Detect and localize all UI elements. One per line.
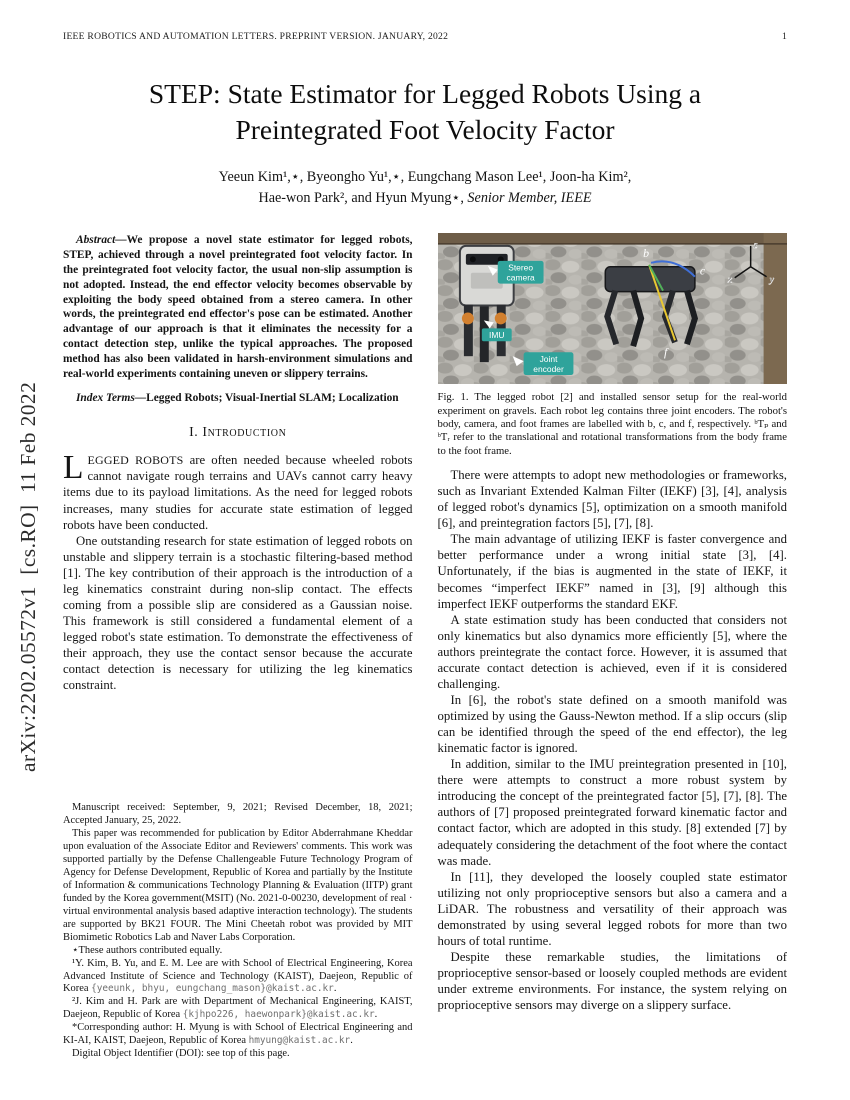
footnote-acknowledgment: This paper was recommended for publication by Editor Abderrahmane Kheddar upon evaluation of the Associate Editor and Reviewers' comments. This work was supported partially by the Defense Challengeable Future Technology Program of Agency for Defense Development, Republic of Korea and partially by the Institute of Information & communications Technology Planning & Evaluation (IITP) grant funded by the Korea government(MSIT) (No. 2021-0-00230, development of real · virtual environmental analysis based adaptive interaction technology). The students are supported by BK21 FOUR. The Mini Cheetah robot was provided by MIT Biomimetic Robotics Lab and Naver Labs Corporation. — [63, 828, 413, 943]
abstract — [63, 233, 413, 381]
journal-name: IEEE ROBOTICS AND AUTOMATION LETTERS. PREPRINT VERSION. JANUARY, 2022 — [63, 31, 449, 42]
stereo-camera-label-line1: Stereo — [507, 262, 533, 273]
knee-actuator — [494, 313, 506, 325]
robot-leg — [463, 305, 472, 357]
authors-line-2-names: Hae-won Park², and Hyun Myung⋆, — [258, 189, 468, 206]
arxiv-watermark: arXiv:2202.05572v1 [cs.RO] 11 Feb 2022 — [16, 381, 40, 772]
imu-label-text: IMU — [488, 330, 504, 340]
knee-actuator — [461, 313, 473, 325]
author-block — [63, 167, 787, 210]
frame-c-label: c — [699, 263, 705, 278]
paper-title: STEP: State Estimator for Legged Robots Using a Preintegrated Foot Velocity Factor — [148, 78, 702, 146]
figure-1 — [438, 233, 788, 458]
axis-x-label: x — [727, 274, 732, 286]
index-terms — [63, 391, 413, 406]
section-heading-introduction: I. Introduction — [189, 424, 287, 440]
index-terms-label: Index Terms— — [76, 392, 147, 405]
footnote-manuscript: Manuscript received: September, 9, 2021; Revised December, 18, 2021; Accepted January, 25, 2022. — [63, 802, 413, 827]
authors-line-1: Yeeun Kim¹,⋆, Byeongho Yu¹,⋆, Eungchang Mason Lee¹, Joon-ha Kim², — [218, 168, 632, 185]
paper-body — [63, 0, 787, 1061]
intro-paragraph-1-text: are often needed because wheeled robots cannot navigate rough terrains and UAVs cannot carry heavy items due to its payload limitations. As the need for legged robots increases, many studies for accurate state estimation of legged robots have been conducted. — [63, 453, 413, 532]
intro-paragraph-1 — [63, 449, 413, 532]
related-work-paragraph-6: In [11], they developed the loosely coupled state estimator utilizing not only proprioceptive sensors but also a camera and a LiDAR. The robustness and versatility of their approach was demonstrated by using several legged robots for more than two hours of total runtime. — [437, 869, 787, 948]
related-work-paragraph-5: In addition, similar to the IMU preintegration presented in [10], there were attempts to construct a more robust system by introducing the concept of the preintegrated factor [5], [7], [8]. The authors of [7] proposed preintegrated forward kinematic factor and contact factor, which are adopted in this study. [8] extended [7] by adequately considering the detachment of the foot where the contact was made. — [437, 757, 787, 868]
corresponding-author-text: *Corresponding author: H. Myung is with School of Electrical Engineering and KI-AI, KAIST, Daejeon, Republic of Korea — [63, 1022, 413, 1047]
corresponding-author-email: hmyung@kaist.ac.kr — [248, 1035, 351, 1047]
right-column — [438, 233, 788, 1061]
affiliation-2-period: . — [374, 1009, 378, 1021]
footnote-doi: Digital Object Identifier (DOI): see top of this page. — [72, 1048, 290, 1060]
axis-y-label: y — [769, 274, 774, 286]
index-terms-text: Legged Robots; Visual-Inertial SLAM; Localization — [146, 392, 399, 405]
lead-words: EGGED ROBOTS — [87, 453, 184, 468]
camera-lens-left — [469, 257, 475, 263]
stereo-camera-label-line2: camera — [506, 272, 535, 283]
abstract-label: Abstract— — [76, 234, 127, 247]
related-work-paragraph-4: In [6], the robot's state defined on a smooth manifold was optimized by using the Gauss-Newton method. If a slip occurs (slip can be identified through the speed of the end effector), the leg kinematic factor is ignored. — [437, 692, 787, 756]
footnote-affiliation-1 — [63, 958, 413, 997]
affiliation-1-text: ¹Y. Kim, B. Yu, and E. M. Lee are with School of Electrical Engineering, Korea Advanced Institute of Science and Technology (KAIST), Daejeon, Republic of Korea — [63, 957, 413, 995]
related-work-paragraph-7: Despite these remarkable studies, the limitations of proprioceptive sensor-based or loosely coupled methods are evident under extreme environments. For instance, the system relying on proprioceptive sensors may diverge on a slippery surface. — [437, 949, 787, 1013]
authors-line-2 — [63, 188, 787, 209]
frame-f-label: f — [663, 345, 667, 360]
left-column — [63, 233, 413, 1061]
two-column-layout — [63, 233, 787, 1061]
page-number: 1 — [781, 31, 787, 42]
footnote-corresponding-author — [63, 1022, 413, 1048]
affiliation-1-email: {yeeunk, bhyu, eungchang_mason}@kaist.ac.kr — [91, 983, 334, 995]
frame-b-label: b — [642, 246, 649, 261]
figure-1-photo — [438, 233, 788, 384]
wooden-box-top-edge — [438, 233, 788, 244]
footnote-affiliation-2 — [63, 996, 413, 1022]
corresponding-author-period: . — [350, 1035, 353, 1047]
affiliation-2-email: {kjhpo226, haewonpark}@kaist.ac.kr — [182, 1009, 375, 1021]
affiliation-1-period: . — [333, 983, 337, 995]
abstract-text: We propose a novel state estimator for legged robots, STEP, achieved through a novel preintegrated foot velocity factor. In the preintegrated foot velocity factor, the usual non-slip assumption is not adopted. Instead, the end effector velocity becomes observable by exploiting the body speed obtained from a stereo camera. In other words, the preintegrated end effector's pose can be estimated. Another advantage of our approach is that it eliminates the necessity for a contact detection step, unlike the typical approaches. The proposed method has also been validated in harsh-environment simulations and real-world experiments containing uneven or slippery terrains. — [63, 234, 413, 380]
related-work-paragraph-3: A state estimation study has been conducted that considers not only kinematics but also dynamics more efficiently [5], where the authors preintegrate the contact force. However, it is assumed that accurate contact detection is achieved, even if it is considered challenging. — [437, 612, 787, 691]
affiliation-2-text: ²J. Kim and H. Park are with Department of Mechanical Engineering, KAIST, Daejeon, Republic of Korea — [63, 996, 413, 1021]
related-work-paragraph-2: The main advantage of utilizing IEKF is faster convergence and better performance under a wrong initial state [3], [4]. Unfortunately, if the bias is augmented in the state of IEKF, it becomes “imperfect IEKF” named in [3], [9] although this imperfect IEKF outperforms the standard EKF. — [437, 532, 787, 611]
axis-z-label: z — [753, 240, 758, 252]
joint-encoder-label-line2: encoder — [532, 364, 564, 375]
intro-paragraph-2: One outstanding research for state estimation of legged robots on unstable and slippery terrain is a stochastic filtering-based method [1]. The key contribution of their approach is the introduction of a leg kinematics constraint during non-slip contact. The effects coming from a possible slip are considered as a Gaussian noise. This framework is still considered a fundamental element of a legged robot's state estimation. To demonstrate the effectiveness of their approach, they use the contact sensor because the accurate contact detection is necessary for utilizing the leg kinematics constraint. — [63, 533, 413, 693]
dropcap-letter: L — [63, 449, 84, 487]
figure-1-caption: Fig. 1. The legged robot [2] and installed sensor setup for the real-world experiment on gravels. Each robot leg contains three joint encoders. The robot's body, camera, and foot frames are labelled with b, c, and f, respectively. ᵇTₚ and ᵇTᵣ refer to the translational and rotational transformations from the body frame to the foot frame. — [437, 391, 787, 457]
footnote-equal-contribution: ⋆These authors contributed equally. — [72, 944, 223, 956]
related-work-paragraph-1: There were attempts to adopt new methodologies or frameworks, such as Invariant Extended Kalman Filter (IEKF) [3], [4], analysis of legged robot's dynamics [5], optimization on a smooth manifold [6], and preintegration factors [5], [7], [8]. — [437, 468, 787, 531]
wooden-box-right-edge — [763, 233, 787, 384]
footnote-block — [63, 802, 413, 1061]
joint-encoder-label-line1: Joint — [539, 354, 557, 365]
authors-line-2-membership: Senior Member, IEEE — [467, 189, 592, 206]
